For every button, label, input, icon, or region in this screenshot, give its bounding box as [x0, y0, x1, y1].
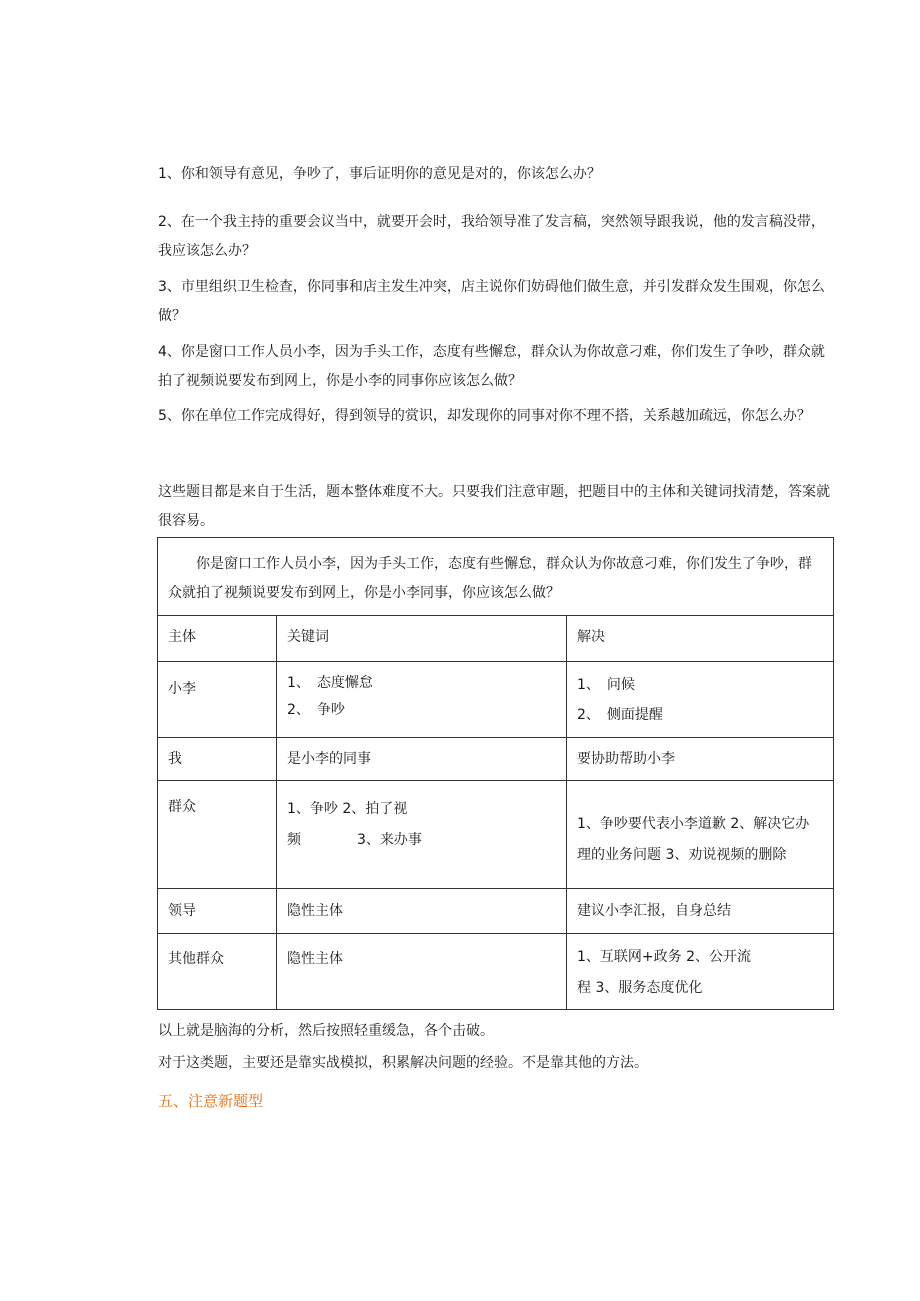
analysis-note: 以上就是脑海的分析，然后按照轻重缓急，各个击破。 — [158, 1023, 494, 1039]
row-subject: 群众 — [158, 781, 277, 889]
table-row — [158, 781, 834, 889]
row-solution — [567, 889, 834, 934]
solution-line: 建议小李汇报，自身总结 — [577, 903, 731, 919]
row-subject: 小李 — [158, 662, 277, 738]
solution-line: 1、互联网+政务 2、公开流 — [577, 949, 751, 965]
keyword-line: 2、 争吵 — [287, 702, 345, 718]
keyword-line: 隐性主体 — [287, 951, 343, 967]
keyword-line: 频 3、来办事 — [287, 832, 422, 848]
row-keywords — [277, 662, 567, 738]
solution-line: 1、争吵要代表小李道歉 2、解决它办 — [577, 816, 810, 832]
summary-paragraph: 这些题目都是来自于生活，题本整体难度不大。只要我们注意审题，把题目中的主体和关键词找清楚，答案就很容易。 — [158, 484, 830, 529]
row-solution — [567, 934, 834, 1010]
question-3: 3、市里组织卫生检查，你同事和店主发生冲突，店主说你们妨碍他们做生意，并引发群众发生围观，你怎么做？ — [158, 279, 825, 324]
question-1: 1、你和领导有意见，争吵了，事后证明你的意见是对的，你该怎么办？ — [158, 166, 601, 182]
table-row — [158, 889, 834, 934]
header-solution: 解决 — [567, 616, 834, 662]
table-row — [158, 738, 834, 781]
method-note: 对于这类题，主要还是靠实战模拟，积累解决问题的经验。不是靠其他的方法。 — [158, 1055, 648, 1071]
solution-line: 要协助帮助小李 — [577, 751, 675, 767]
question-4: 4、你是窗口工作人员小李，因为手头工作，态度有些懈怠，群众认为你故意刁难，你们发生了争吵，群众就拍了视频说要发布到网上，你是小李的同事你应该怎么做？ — [158, 344, 825, 389]
row-keywords — [277, 738, 567, 781]
table-header-row — [158, 616, 834, 662]
table-intro: 你是窗口工作人员小李，因为手头工作，态度有些懈怠，群众认为你故意刁难，你们发生了争吵，群众就拍了视频说要发布到网上，你是小李同事，你应该怎么做？ — [158, 538, 834, 616]
table-row — [158, 662, 834, 738]
row-subject: 其他群众 — [158, 934, 277, 1010]
row-subject: 领导 — [158, 889, 277, 934]
analysis-table — [157, 537, 834, 1010]
solution-line: 程 3、服务态度优化 — [577, 980, 703, 996]
row-solution — [567, 738, 834, 781]
keyword-line: 隐性主体 — [287, 903, 343, 919]
question-5: 5、你在单位工作完成得好，得到领导的赏识，却发现你的同事对你不理不搭，关系越加疏远，你怎么办？ — [158, 408, 811, 424]
row-solution — [567, 662, 834, 738]
header-subject: 主体 — [158, 616, 277, 662]
keyword-line: 1、 态度懈怠 — [287, 675, 373, 691]
row-subject: 我 — [158, 738, 277, 781]
row-keywords — [277, 889, 567, 934]
keyword-line: 是小李的同事 — [287, 751, 371, 767]
section-heading: 五、注意新题型 — [158, 1092, 264, 1110]
solution-line: 理的业务问题 3、劝说视频的删除 — [577, 847, 787, 863]
header-keywords: 关键词 — [277, 616, 567, 662]
row-keywords — [277, 781, 567, 889]
keyword-line: 1、争吵 2、拍了视 — [287, 801, 408, 817]
solution-line: 1、 问候 — [577, 677, 635, 693]
table-intro-row — [158, 538, 834, 616]
question-2: 2、在一个我主持的重要会议当中，就要开会时，我给领导准了发言稿，突然领导跟我说，他的发言稿没带，我应该怎么办？ — [158, 214, 825, 259]
row-solution — [567, 781, 834, 889]
table-row — [158, 934, 834, 1010]
solution-line: 2、 侧面提醒 — [577, 707, 663, 723]
row-keywords — [277, 934, 567, 1010]
